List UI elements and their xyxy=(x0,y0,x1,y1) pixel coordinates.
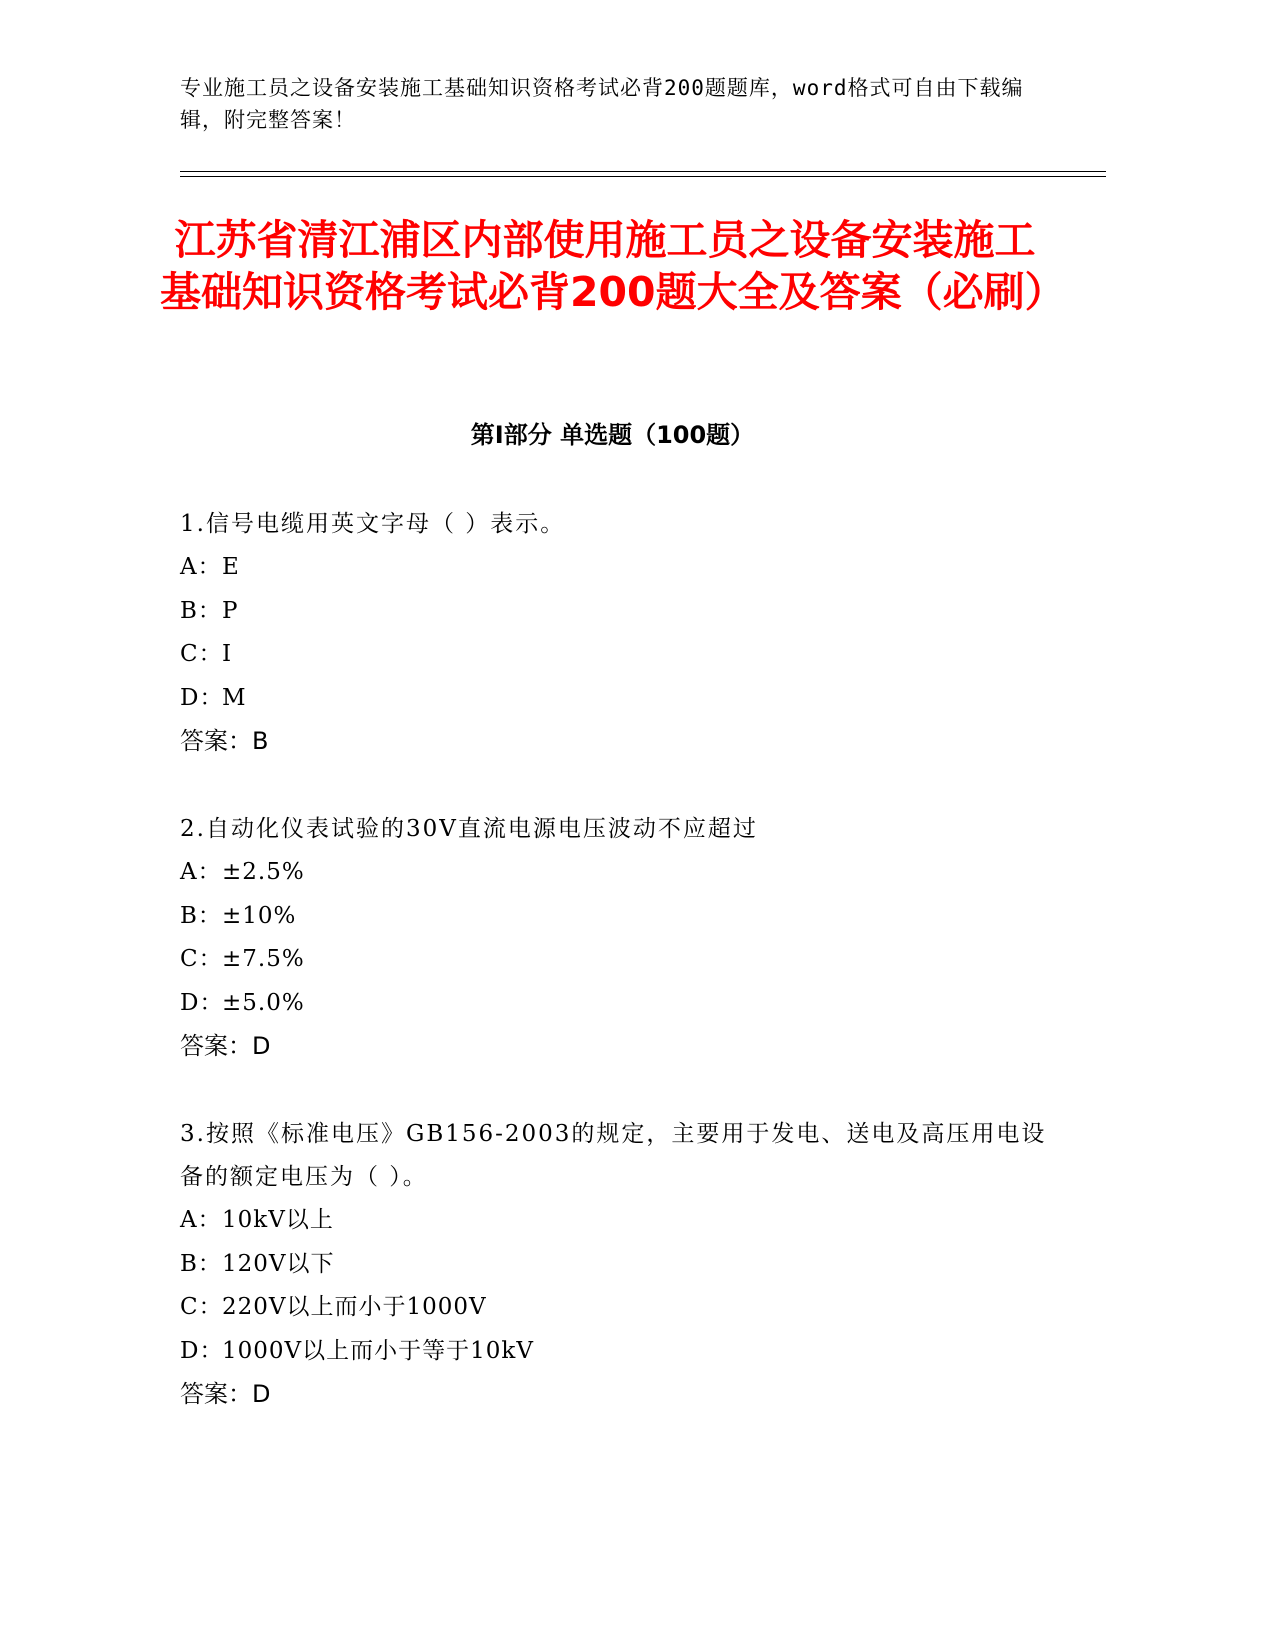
option-key: D： xyxy=(180,684,224,711)
option-d xyxy=(180,982,1060,1026)
question-2 xyxy=(180,808,1060,1069)
header-divider-top xyxy=(180,171,1106,172)
option-b xyxy=(180,1243,1060,1287)
option-a xyxy=(180,546,1060,590)
option-c xyxy=(180,1286,1060,1330)
option-key: A： xyxy=(180,1207,222,1233)
header-divider-bottom xyxy=(180,176,1106,177)
option-text: M xyxy=(222,684,247,711)
answer-line: 答案：D xyxy=(180,1032,271,1060)
option-d xyxy=(180,1330,1060,1374)
option-key: C： xyxy=(180,946,223,972)
option-text: P xyxy=(222,597,239,624)
option-text: ±2.5% xyxy=(222,859,305,885)
option-text: ±7.5% xyxy=(222,946,305,972)
option-a xyxy=(180,851,1060,895)
option-text: ±5.0% xyxy=(222,989,305,1016)
section-title: 第I部分 单选题（100题） xyxy=(470,421,755,449)
option-c xyxy=(180,938,1060,982)
option-key: C： xyxy=(180,641,223,667)
option-text: E xyxy=(222,554,240,580)
option-key: A： xyxy=(180,859,222,885)
option-c xyxy=(180,633,1060,677)
option-key: A： xyxy=(180,554,222,580)
question-stem: 1.信号电缆用英文字母（ ）表示。 xyxy=(180,511,566,537)
document-title: 江苏省清江浦区内部使用施工员之设备安装施工基础知识资格考试必背200题大全及答案（必刷） xyxy=(160,216,1066,316)
question-1 xyxy=(180,503,1060,764)
question-stem: 2.自动化仪表试验的30V直流电源电压波动不应超过 xyxy=(180,816,758,842)
option-key: D： xyxy=(180,1337,224,1364)
option-text: ±10% xyxy=(222,902,297,929)
option-b xyxy=(180,895,1060,939)
answer-line: 答案：B xyxy=(180,727,269,755)
option-key: B： xyxy=(180,1250,222,1277)
question-stem: 3.按照《标准电压》GB156-2003的规定，主要用于发电、送电及高压用电设备的额定电压为（ ）。 xyxy=(180,1121,1047,1190)
option-key: B： xyxy=(180,902,222,929)
option-a xyxy=(180,1199,1060,1243)
option-key: D： xyxy=(180,989,224,1016)
header-note: 专业施工员之设备安装施工基础知识资格考试必背200题题库，word格式可自由下载编辑，附完整答案！ xyxy=(180,76,1024,132)
option-b xyxy=(180,590,1060,634)
option-text: 120V以下 xyxy=(222,1250,335,1277)
option-key: B： xyxy=(180,597,222,624)
option-text: 10kV以上 xyxy=(222,1207,334,1233)
option-text: 1000V以上而小于等于10kV xyxy=(222,1337,534,1364)
option-key: C： xyxy=(180,1294,223,1320)
answer-line: 答案：D xyxy=(180,1380,271,1408)
option-d xyxy=(180,677,1060,721)
question-3 xyxy=(180,1113,1060,1417)
option-text: I xyxy=(222,641,233,667)
option-text: 220V以上而小于1000V xyxy=(222,1294,487,1320)
